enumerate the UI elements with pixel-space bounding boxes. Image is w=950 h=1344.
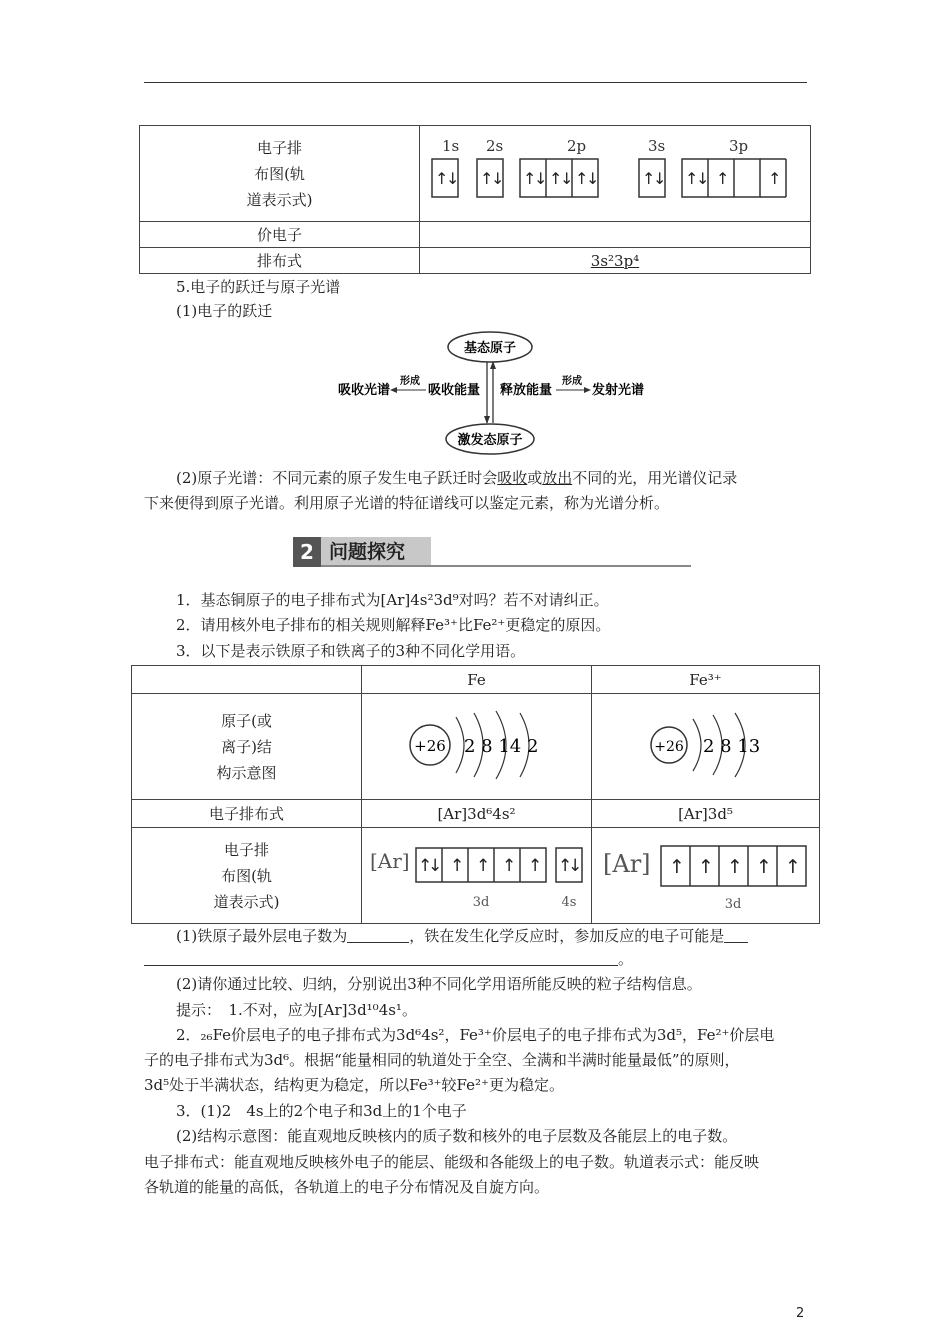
svg-text:↑: ↑ (527, 855, 542, 876)
fe3-shell-svg (621, 703, 791, 787)
svg-text:↓: ↓ (586, 168, 600, 188)
section5-sub2-line1: (2)原子光谱：不同元素的原子发生电子跃迁时会吸收或放出不同的光，用光谱仪记录 (176, 469, 738, 487)
fe3-config: [Ar]3d⁵ (592, 800, 820, 828)
svg-text:↑: ↑ (449, 855, 464, 876)
fe3-structure-diagram (592, 694, 820, 800)
svg-text:↑: ↑ (784, 855, 801, 878)
section-title: 问题探究 (321, 537, 431, 567)
answer-2-line3: 3d⁵处于半满状态，结构更为稳定，所以Fe³⁺较Fe²⁺更为稳定。 (144, 1076, 564, 1094)
fe3-shells: 2 8 13 (702, 735, 760, 757)
fe-structure-diagram (362, 694, 592, 800)
valence-label-b: 排布式 (140, 248, 420, 274)
fe-label-3d: 3d (472, 894, 489, 910)
svg-text:↓: ↓ (696, 168, 710, 188)
svg-text:↑: ↑ (697, 855, 714, 878)
answer-3-2-line3: 各轨道的能量的高低，各轨道上的电子分布情况及自旋方向。 (144, 1178, 550, 1196)
question-2: 2．请用核外电子排布的相关规则解释Fe³⁺比Fe²⁺更稳定的原因。 (176, 616, 611, 634)
fe3-ar: [Ar] (602, 849, 651, 878)
question-3: 3．以下是表示铁原子和铁离子的3种不同化学用语。 (176, 642, 526, 660)
svg-text:↑: ↑ (668, 855, 685, 878)
svg-text:↑: ↑ (768, 168, 782, 188)
fe3-orbital-diagram (592, 828, 820, 924)
transition-diagram (330, 330, 650, 456)
excited-state-text: 激发态原子 (457, 433, 523, 448)
absorb-spectrum-text: 吸收光谱 (338, 383, 391, 398)
form-right-text: 形成 (562, 376, 582, 387)
answer-3-2-line1: (2)结构示意图：能直观地反映核内的质子数和核外的电子层数及各能层上的电子数。 (176, 1127, 738, 1145)
label-3p: 3p (729, 136, 749, 155)
svg-text:↓: ↓ (567, 855, 582, 876)
fe-label-4s: 4s (561, 894, 576, 910)
svg-text:↑: ↑ (523, 168, 537, 188)
section5-sub2-line2: 下来便得到原子光谱。利用原子光谱的特征谱线可以鉴定元素，称为光谱分析。 (144, 494, 670, 512)
row-orbital-label: 电子排 布图(轨 道表示式) (132, 828, 362, 924)
fe-shell-svg (392, 703, 562, 787)
svg-text:↑: ↑ (557, 855, 572, 876)
valence-label-a: 价电子 (140, 222, 420, 248)
iron-table (131, 665, 820, 924)
fe-config: [Ar]3d⁶4s² (362, 800, 592, 828)
fe-nucleus: +26 (413, 736, 446, 755)
section-header (293, 537, 691, 567)
fe-orbital-svg (366, 834, 588, 914)
label-2p: 2p (567, 136, 587, 155)
question-3-2: (2)请你通过比较、归纳，分别说出3种不同化学用语所能反映的粒子结构信息。 (176, 975, 702, 993)
blank-1 (347, 928, 409, 943)
answer-hint: 提示： 1.不对，应为[Ar]3d¹⁰4s¹。 (176, 1001, 417, 1019)
answer-3-1: 3．(1)2 4s上的2个电子和3d上的1个电子 (176, 1102, 467, 1120)
section5-title: 5.电子的跃迁与原子光谱 (176, 278, 341, 296)
sulfur-orbital-diagram (420, 126, 811, 222)
answer-2-line1: 2．₂₆Fe价层电子的电子排布式为3d⁶4s²，Fe³⁺价层电子的电子排布式为3d⁵，Fe²⁺价层电 (176, 1026, 775, 1044)
fe-shells: 2 8 14 2 (463, 735, 538, 757)
col-fe: Fe (362, 666, 592, 694)
orbital-boxes-svg (420, 127, 810, 217)
fe3-label-3d: 3d (724, 896, 741, 912)
svg-text:↑: ↑ (575, 168, 589, 188)
svg-text:↑: ↑ (480, 168, 494, 188)
label-3s: 3s (648, 136, 666, 155)
svg-text:↑: ↑ (685, 168, 699, 188)
svg-text:↑: ↑ (726, 855, 743, 878)
svg-text:↓: ↓ (491, 168, 505, 188)
svg-text:↑: ↑ (501, 855, 516, 876)
form-left-text: 形成 (400, 376, 420, 387)
svg-text:↑: ↑ (755, 855, 772, 878)
release-energy-text: 释放能量 (500, 383, 553, 398)
fe3-nucleus: +26 (653, 738, 684, 755)
col-fe3: Fe³⁺ (592, 666, 820, 694)
question-3-1: (1)铁原子最外层电子数为 ，铁在发生化学反应时，参加反应的电子可能是 (176, 926, 748, 946)
page-number: 2 (796, 1306, 805, 1321)
emit-spectrum-text: 发射光谱 (592, 383, 645, 398)
row-config-label: 电子排布式 (132, 800, 362, 828)
orbital-diagram-label: 电子排 布图(轨 道表示式) (140, 126, 420, 222)
question-3-1-cont: 。 (144, 949, 633, 969)
valence-config: 3s²3p⁴ (590, 251, 640, 270)
fe-orbital-diagram (362, 828, 592, 924)
svg-text:↓: ↓ (534, 168, 548, 188)
header-rule (144, 82, 807, 83)
svg-text:↓: ↓ (427, 855, 442, 876)
row-struct-label: 原子(或 离子)结 构示意图 (132, 694, 362, 800)
label-1s: 1s (442, 136, 460, 155)
svg-text:↓: ↓ (560, 168, 574, 188)
absorb-energy-text: 吸收能量 (427, 383, 480, 398)
blank-2b (144, 951, 618, 966)
svg-text:↓: ↓ (446, 168, 460, 188)
ground-state-text: 基态原子 (463, 341, 517, 356)
svg-text:↓: ↓ (653, 168, 667, 188)
svg-text:↑: ↑ (475, 855, 490, 876)
fe-ar: [Ar] (369, 848, 410, 873)
answer-3-2-line2: 电子排布式：能直观地反映核外电子的能层、能级和各能级上的电子数。轨道表示式：能反映 (144, 1153, 760, 1171)
section5-sub1: (1)电子的跃迁 (176, 302, 273, 320)
answer-2-line2: 子的电子排布式为3d⁶。根据“能量相同的轨道处于全空、全满和半满时能量最低”的原则， (144, 1051, 740, 1069)
svg-text:↑: ↑ (435, 168, 449, 188)
svg-text:↑: ↑ (549, 168, 563, 188)
label-2s: 2s (486, 136, 504, 155)
svg-text:↑: ↑ (716, 168, 730, 188)
blank-2a (724, 928, 748, 943)
section-number: 2 (293, 537, 321, 567)
svg-text:↑: ↑ (417, 855, 432, 876)
question-1: 1．基态铜原子的电子排布式为[Ar]4s²3d⁹对吗？若不对请纠正。 (176, 591, 609, 609)
fe3-orbital-svg (595, 834, 817, 914)
sulfur-config-table (139, 125, 811, 274)
svg-text:↑: ↑ (642, 168, 656, 188)
